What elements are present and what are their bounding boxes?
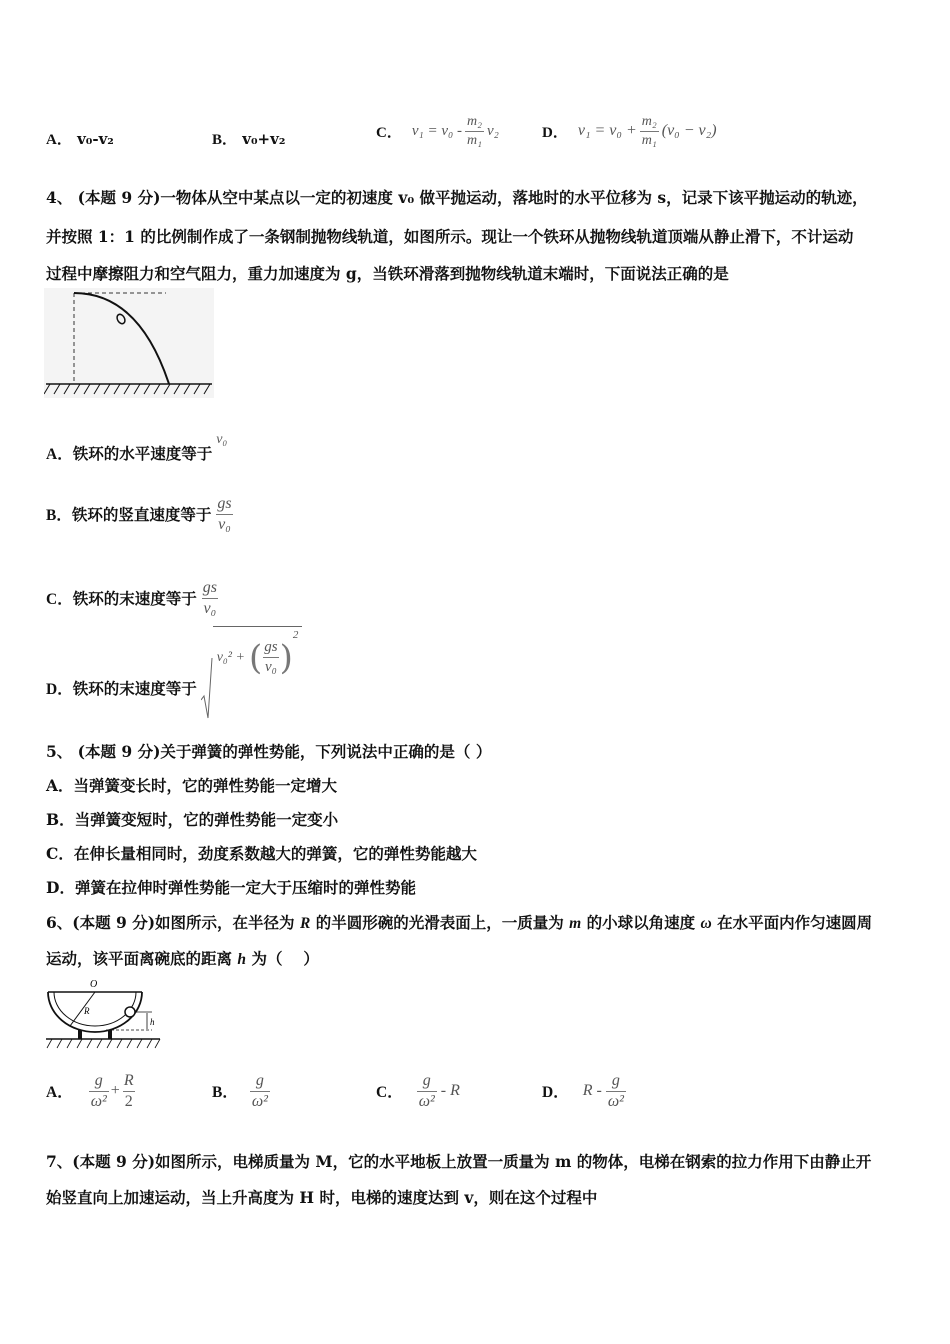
q3-option-b-text: v₀+v₂	[242, 130, 286, 148]
q3-option-d-fraction	[640, 114, 659, 149]
q4-option-d-sqrt-sign-icon	[201, 656, 213, 720]
q6-fig-label-h: h	[150, 1017, 155, 1027]
q6-option-d-label: D．	[542, 1084, 569, 1101]
q3-option-d-tail: (v₀ − v₂)	[661, 122, 717, 139]
q3-option-d-label: D．	[542, 124, 568, 141]
q4-option-c-label: C．	[46, 591, 73, 608]
q6-option-d	[542, 1066, 626, 1116]
q6-option-a-den1: ω²	[90, 1092, 107, 1110]
q6-option-d-den: ω²	[607, 1092, 624, 1110]
q4-option-d-sqrt-expression	[201, 628, 303, 720]
q6-stem-line-2	[46, 947, 319, 969]
q6-ground-hatching	[47, 1039, 160, 1048]
q6-stem-line-1-pre: 6、(本题 9 分)如图所示，在半径为	[46, 913, 295, 932]
q5-option-d: D．弹簧在拉伸时弹性势能一定大于压缩时的弹性势能	[46, 878, 416, 897]
q4-stem-line-2: 并按照 1：1 的比例制作成了一条钢制抛物线轨道，如图所示。现让一个铁环从抛物线轨道顶端从静止滑下，不计运动	[46, 227, 854, 246]
q6-stem-var-m: m	[569, 915, 582, 932]
q6-option-c-num: g	[422, 1071, 431, 1089]
q3-option-c-num: m₂	[466, 113, 482, 129]
q6-option-a-fraction-1	[89, 1072, 109, 1111]
q6-option-c-den: ω²	[418, 1092, 435, 1110]
q4-option-d-v0sq: v₀² +	[216, 649, 245, 665]
q6-option-d-fraction	[606, 1072, 626, 1111]
q4-option-d-radicand	[213, 626, 303, 689]
q6-option-b	[212, 1066, 270, 1116]
q3-option-c-label: C．	[376, 124, 402, 141]
q3-option-a	[46, 128, 114, 149]
q6-bowl-inner-arc	[54, 992, 136, 1026]
q6-option-d-num: g	[611, 1071, 620, 1089]
q4-option-b-label: B．	[46, 507, 72, 524]
q6-stem-var-h: h	[237, 951, 247, 968]
q6-ball-icon	[125, 1007, 135, 1017]
q6-option-b-fraction	[250, 1072, 270, 1111]
q6-option-c-label: C．	[376, 1084, 403, 1101]
q4-option-d-right-paren: )	[279, 637, 293, 678]
q3-option-c-tail: v₂	[486, 122, 499, 139]
q6-fig-label-O: O	[90, 979, 98, 990]
q7-stem-line-2: 始竖直向上加速运动，当上升高度为 H 时，电梯的速度达到 v，则在这个过程中	[46, 1188, 598, 1207]
q4-option-c-text: 铁环的末速度等于	[72, 589, 197, 608]
q6-option-b-den: ω²	[251, 1092, 268, 1110]
q4-option-c	[46, 572, 219, 624]
q5-option-a: A．当弹簧变长时，它的弹性势能一定增大	[46, 776, 338, 795]
q3-option-c-formula: v₁ = v₀ -	[411, 122, 462, 139]
q3-option-b	[212, 128, 285, 149]
q6-fig-label-R: R	[84, 1006, 90, 1016]
q4-option-c-den: v₀	[203, 599, 217, 617]
q4-option-c-num: gs	[202, 578, 217, 596]
q6-stem-line-1-mid2: 的小球以角速度	[586, 913, 696, 932]
q6-option-a-num2: R	[123, 1071, 134, 1089]
q5-stem: 5、 (本题 9 分)关于弹簧的弹性势能，下列说法中正确的是（ ）	[46, 742, 492, 761]
q3-option-d-formula: v₁ = v₀ +	[577, 122, 637, 139]
q6-bowl-leg-right	[108, 1030, 112, 1039]
q6-option-a	[46, 1066, 136, 1116]
q4-option-d	[46, 628, 302, 722]
q6-option-a-plus: +	[110, 1082, 120, 1099]
q4-option-b-text: 铁环的竖直速度等于	[71, 505, 212, 524]
q6-option-a-num1: g	[94, 1071, 103, 1089]
q4-option-a-math: v₀	[216, 432, 228, 447]
q3-option-c	[376, 106, 499, 156]
q4-option-b	[46, 488, 234, 540]
q3-option-b-label: B．	[212, 132, 238, 148]
q4-option-d-text: 铁环的末速度等于	[72, 679, 197, 698]
q4-option-d-left-paren: (	[248, 637, 263, 678]
q3-option-d-den: m₁	[641, 132, 657, 148]
q4-option-d-num: gs	[264, 639, 278, 655]
q4-option-b-den: v₀	[218, 515, 231, 533]
q4-option-a-label: A．	[46, 446, 73, 463]
q7-stem-line-1: 7、(本题 9 分)如图所示，电梯质量为 M，它的水平地板上放置一质量为 m 的物体，电梯在钢索的拉力作用下由静止开	[46, 1152, 872, 1171]
q4-figure-background	[44, 288, 214, 398]
q4-stem-line-3: 过程中摩擦阻力和空气阻力，重力加速度为 g，当铁环滑落到抛物线轨道末端时，下面说法正确的是	[46, 264, 729, 283]
q3-option-a-label: A．	[46, 132, 72, 148]
q4-parabola-track-figure	[44, 288, 214, 398]
q4-option-d-label: D．	[46, 681, 73, 698]
q5-option-b: B．当弹簧变短时，它的弹性势能一定变小	[46, 810, 339, 829]
q4-option-b-num: gs	[217, 494, 232, 512]
q6-option-b-label: B．	[212, 1084, 238, 1101]
q6-option-c-tail: - R	[440, 1082, 460, 1099]
q5-option-c: C．在伸长量相同时，劲度系数越大的弹簧，它的弹性势能越大	[46, 844, 477, 863]
q6-option-a-label: A．	[46, 1084, 73, 1101]
q3-option-c-fraction	[465, 114, 484, 149]
q6-option-a-den2: 2	[124, 1092, 133, 1110]
q4-option-a	[46, 432, 227, 464]
q4-option-d-den: v₀	[264, 659, 277, 675]
q6-stem-line-1-mid: 的半圆形碗的光滑表面上，一质量为	[315, 913, 564, 932]
q6-stem-line-2-post: 为（ ）	[251, 949, 319, 968]
q6-bowl-leg-left	[78, 1030, 82, 1039]
q4-option-c-fraction	[201, 579, 219, 618]
q6-option-d-head: R -	[582, 1082, 602, 1099]
q3-option-a-text: v₀-v₂	[77, 130, 114, 148]
q6-stem-var-omega: ω	[700, 915, 712, 932]
q4-option-a-text: 铁环的水平速度等于	[72, 444, 213, 463]
q3-option-d-num: m₂	[641, 113, 657, 129]
q6-stem-line-1-post: 在水平面内作匀速圆周	[717, 913, 873, 932]
q4-option-d-fraction	[262, 639, 279, 676]
q6-radius-line	[70, 992, 95, 1026]
q4-stem-line-1: 4、 (本题 9 分)一物体从空中某点以一定的初速度 v₀ 做平抛运动，落地时的水平位移为 s，记录下该平抛运动的轨迹，	[46, 188, 868, 207]
q3-option-d	[542, 106, 717, 156]
q6-option-c	[376, 1066, 460, 1116]
q4-option-d-exponent: 2	[292, 628, 299, 641]
q6-stem-line-2-pre: 运动，该平面离碗底的距离	[46, 949, 233, 968]
q6-bowl-figure	[44, 978, 164, 1052]
q6-stem-line-1	[46, 911, 872, 933]
q6-stem-var-R: R	[299, 915, 311, 932]
q6-option-a-fraction-2	[122, 1072, 136, 1111]
q4-option-b-fraction	[215, 495, 233, 534]
q6-option-c-fraction	[417, 1072, 437, 1111]
q3-option-c-den: m₁	[466, 132, 482, 148]
q6-option-b-num: g	[255, 1071, 264, 1089]
